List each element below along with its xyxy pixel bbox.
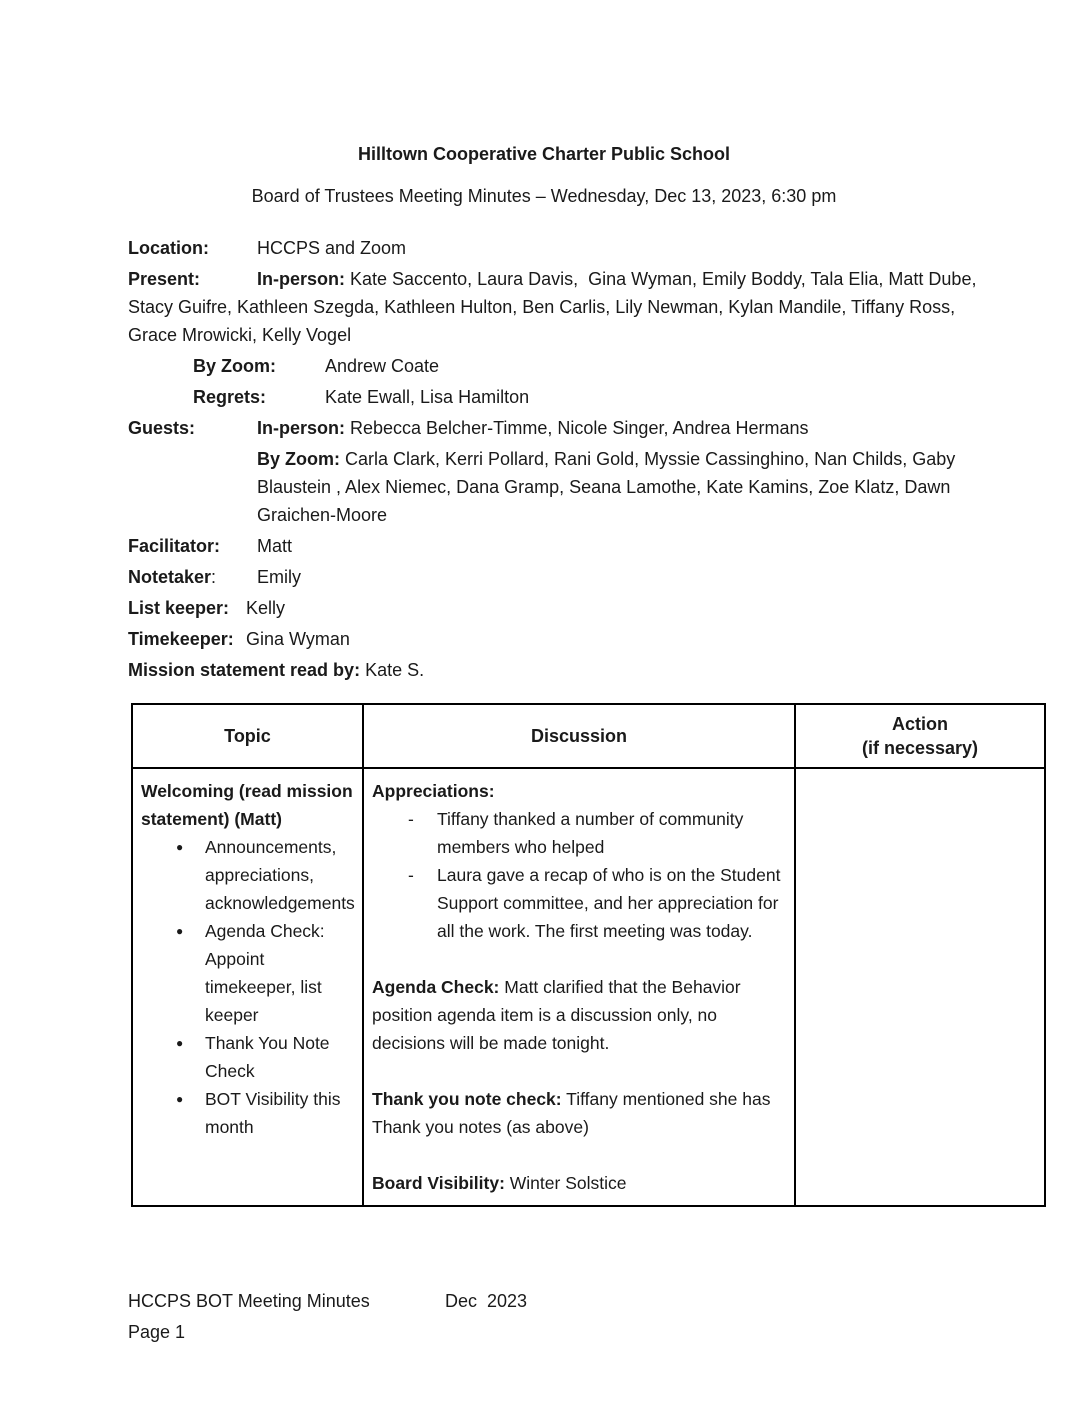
facilitator-value: Matt — [257, 536, 293, 556]
footer-document-name: HCCPS BOT Meeting Minutes — [128, 1291, 370, 1311]
byzoom-line — [193, 352, 1048, 380]
guests-byzoom-value-line3: Graichen-Moore — [257, 505, 388, 525]
regrets-line — [193, 383, 1048, 411]
bullet-icon: ● — [176, 1036, 184, 1050]
present-value-line3: Grace Mrowicki, Kelly Vogel — [128, 325, 352, 345]
page-subtitle: Board of Trustees Meeting Minutes – Wednesday, Dec 13, 2023, 6:30 pm — [251, 186, 837, 206]
regrets-value: Kate Ewall, Lisa Hamilton — [325, 387, 530, 407]
location-value: HCCPS and Zoom — [257, 238, 407, 258]
guests-byzoom-value-line1: Carla Clark, Kerri Pollard, Rani Gold, Myssie Cassinghino, Nan Childs, Gaby — [340, 449, 956, 469]
page-title: Hilltown Cooperative Charter Public School — [357, 144, 731, 164]
topic-bullet-item — [141, 833, 356, 917]
notetaker-label-wrap — [128, 563, 257, 591]
timekeeper-line — [128, 625, 1048, 653]
footer-page-number: Page 1 — [128, 1322, 186, 1342]
topic-bullet-text: Agenda Check: Appoint timekeeper, list keeper — [205, 921, 325, 1025]
table-row — [132, 768, 1045, 1206]
footer-date: Dec 2023 — [445, 1291, 528, 1311]
list-keeper-value: Kelly — [246, 598, 286, 618]
topic-bullet-item — [141, 1085, 356, 1141]
appreciations-heading: Appreciations: — [372, 781, 495, 801]
minutes-table — [131, 703, 1046, 1207]
guests-label: Guests: — [128, 418, 196, 438]
topic-bullet-item — [141, 1029, 356, 1085]
board-visibility-text: Winter Solstice — [504, 1173, 627, 1193]
column-header-discussion: Discussion — [363, 704, 795, 768]
appreciations-item-text: Laura gave a recap of who is on the Student Support committee, and her appreciation for all the work. The first meeting was today. — [437, 865, 781, 941]
agenda-check-text: Matt clarified that the Behavior position agenda item is a discussion only, no decisions will be made tonight. — [372, 977, 746, 1053]
notetaker-value: Emily — [257, 567, 301, 587]
footer-line1 — [128, 1286, 527, 1317]
present-value-line1: Kate Saccento, Laura Davis, Gina Wyman, Emily Boddy, Tala Elia, Matt Dube, — [345, 269, 977, 289]
present-inperson-label: In-person: — [257, 269, 345, 289]
present-label: Present: — [128, 269, 201, 289]
topic-heading: Welcoming (read mission statement) (Matt) — [141, 781, 353, 829]
guests-line — [128, 414, 1048, 442]
board-visibility-section — [372, 1169, 788, 1197]
action-cell — [795, 768, 1045, 1206]
bullet-icon: ● — [176, 924, 184, 938]
action-header-line2: (if necessary) — [861, 738, 979, 758]
thank-you-note-section — [372, 1085, 788, 1141]
column-header-action — [795, 704, 1045, 768]
guests-byzoom-label: By Zoom: — [257, 449, 340, 469]
timekeeper-label: Timekeeper: — [128, 629, 234, 649]
mission-statement-label: Mission statement read by: — [128, 660, 361, 680]
dash-icon: - — [408, 865, 414, 885]
location-label: Location: — [128, 238, 209, 258]
facilitator-label: Facilitator: — [128, 536, 221, 556]
mission-statement-line — [128, 656, 1048, 684]
byzoom-value: Andrew Coate — [325, 356, 440, 376]
board-visibility-label: Board Visibility: — [372, 1173, 505, 1193]
guests-byzoom-value-line2: Blaustein , Alex Niemec, Dana Gramp, Seana Lamothe, Kate Kamins, Zoe Klatz, Dawn — [257, 477, 951, 497]
appreciations-section — [372, 777, 788, 945]
byzoom-label: By Zoom: — [193, 356, 276, 376]
appreciations-item-text: Tiffany thanked a number of community members who helped — [437, 809, 744, 857]
topic-cell — [132, 768, 363, 1206]
meeting-info-section — [128, 234, 1048, 684]
list-keeper-line — [128, 594, 1048, 622]
appreciations-item — [372, 805, 788, 861]
list-keeper-label: List keeper: — [128, 598, 230, 618]
thank-you-note-label: Thank you note check: — [372, 1089, 562, 1109]
guests-inperson-label: In-person: — [257, 418, 345, 438]
notetaker-colon: : — [211, 567, 217, 587]
facilitator-line — [128, 532, 1048, 560]
action-header-line1: Action — [892, 714, 948, 734]
present-value-line2: Stacy Guifre, Kathleen Szegda, Kathleen Hulton, Ben Carlis, Lily Newman, Kylan Mandile, Tiffany Ross, — [128, 297, 956, 317]
notetaker-line — [128, 563, 1048, 591]
location-line — [128, 234, 1048, 262]
present-line — [128, 265, 1048, 349]
table-header-row — [132, 704, 1045, 768]
mission-statement-value: Kate S. — [360, 660, 425, 680]
guests-byzoom-first-line — [257, 445, 1048, 473]
regrets-label: Regrets: — [193, 387, 267, 407]
present-first-line — [128, 265, 1048, 293]
agenda-check-label: Agenda Check: — [372, 977, 500, 997]
topic-bullet-item — [141, 917, 356, 1029]
appreciations-item — [372, 861, 788, 945]
topic-bullet-text: Thank You Note Check — [205, 1033, 330, 1081]
column-header-topic: Topic — [132, 704, 363, 768]
dash-icon: - — [408, 809, 414, 829]
bullet-icon: ● — [176, 1092, 184, 1106]
discussion-cell — [363, 768, 795, 1206]
agenda-check-section — [372, 973, 788, 1057]
timekeeper-value: Gina Wyman — [246, 629, 350, 649]
bullet-icon: ● — [176, 840, 184, 854]
topic-bullet-text: BOT Visibility this month — [205, 1089, 341, 1137]
notetaker-label: Notetaker — [128, 567, 212, 587]
guests-byzoom-line — [257, 445, 1048, 529]
page-footer — [128, 1286, 527, 1348]
thank-you-note-text: Tiffany mentioned she has Thank you notes (as above) — [372, 1089, 776, 1137]
guests-inperson-value: Rebecca Belcher-Timme, Nicole Singer, Andrea Hermans — [345, 418, 809, 438]
topic-bullet-text: Announcements, appreciations, acknowledgements — [205, 837, 355, 913]
